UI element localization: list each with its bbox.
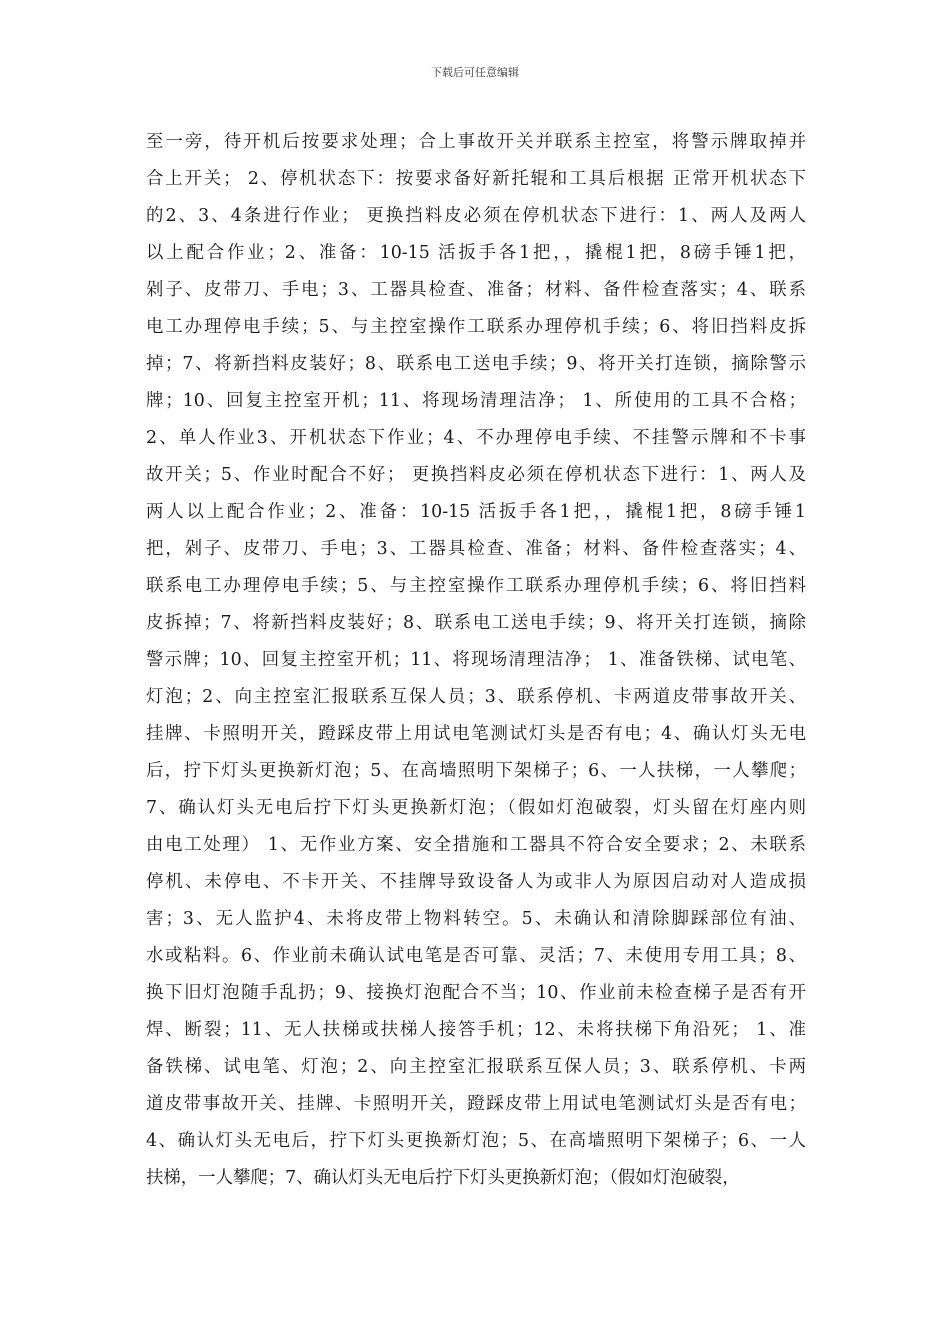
body-line: 联系电工办理停电手续；5、与主控室操作工联系办理停机手续；6、将旧挡料 [146,576,806,596]
body-line: 把，剁子、皮带刀、手电；3、工器具检查、准备；材料、备件检查落实；4、 [146,539,806,559]
body-line: 掉；7、将新挡料皮装好；8、联系电工送电手续；9、将开关打连锁，摘除警示 [146,354,806,374]
body-line: 至一旁，待开机后按要求处理；合上事故开关并联系主控室，将警示牌取掉并 [146,132,806,152]
body-line: 2、单人作业3、开机状态下作业；4、不办理停电手续、不挂警示牌和不卡事 [146,428,806,448]
body-line: 4、确认灯头无电后，拧下灯头更换新灯泡；5、在高墙照明下架梯子；6、一人 [146,1131,806,1151]
body-line: 电工办理停电手续；5、与主控室操作工联系办理停机手续；6、将旧挡料皮拆 [146,317,806,337]
body-line: 备铁梯、试电笔、灯泡；2、向主控室汇报联系互保人员；3、联系停机、卡两 [146,1057,806,1077]
body-line: 焊、断裂；11、无人扶梯或扶梯人接答手机；12、未将扶梯下角沿死； 1、准 [146,1020,806,1040]
body-line: 合上开关； 2、停机状态下：按要求备好新托辊和工具后根据 正常开机状态下 [146,169,806,189]
body-line: 后，拧下灯头更换新灯泡；5、在高墙照明下架梯子；6、一人扶梯，一人攀爬； [146,761,806,781]
body-line: 7、确认灯头无电后拧下灯头更换新灯泡；（假如灯泡破裂，灯头留在灯座内则 [146,798,806,818]
document-body [146,124,806,1197]
body-line: 害；3、无人监护4、未将皮带上物料转空。5、未确认和清除脚踩部位有油、 [146,909,806,929]
body-line: 的2、3、4条进行作业； 更换挡料皮必须在停机状态下进行：1、两人及两人 [146,206,806,226]
body-line: 以上配合作业；2、准备：10-15 活扳手各1把，，撬棍1把，8磅手锤1把， [146,243,806,263]
body-line: 水或粘料。6、作业前未确认试电笔是否可靠、灵活；7、未使用专用工具；8、 [146,946,806,966]
body-line: 灯泡；2、向主控室汇报联系互保人员；3、联系停机、卡两道皮带事故开关、 [146,687,806,707]
body-line: 牌；10、回复主控室开机；11、将现场清理洁净； 1、所使用的工具不合格； [146,391,806,411]
body-line: 两人以上配合作业；2、准备：10-15 活扳手各1把，，撬棍1把，8磅手锤1 [146,502,806,522]
body-line: 警示牌；10、回复主控室开机；11、将现场清理洁净； 1、准备铁梯、试电笔、 [146,650,806,670]
body-line: 道皮带事故开关、挂牌、卡照明开关，蹬踩皮带上用试电笔测试灯头是否有电； [146,1094,806,1114]
body-line: 剁子、皮带刀、手电；3、工器具检查、准备；材料、备件检查落实；4、联系 [146,280,806,300]
body-line: 皮拆掉；7、将新挡料皮装好；8、联系电工送电手续；9、将开关打连锁，摘除 [146,613,806,633]
page-header: 下载后可任意编辑 [431,66,519,79]
body-line: 扶梯，一人攀爬；7、确认灯头无电后拧下灯头更换新灯泡；（假如灯泡破裂， [146,1168,740,1188]
body-line: 停机、未停电、不卡开关、不挂牌导致设备人为或非人为原因启动对人造成损 [146,872,806,892]
body-line: 换下旧灯泡随手乱扔；9、接换灯泡配合不当；10、作业前未检查梯子是否有开 [146,983,806,1003]
body-line: 挂牌、卡照明开关，蹬踩皮带上用试电笔测试灯头是否有电；4、确认灯头无电 [146,724,806,744]
body-line: 故开关；5、作业时配合不好； 更换挡料皮必须在停机状态下进行：1、两人及 [146,465,806,485]
body-line: 由电工处理） 1、无作业方案、安全措施和工器具不符合安全要求；2、未联系 [146,835,806,855]
